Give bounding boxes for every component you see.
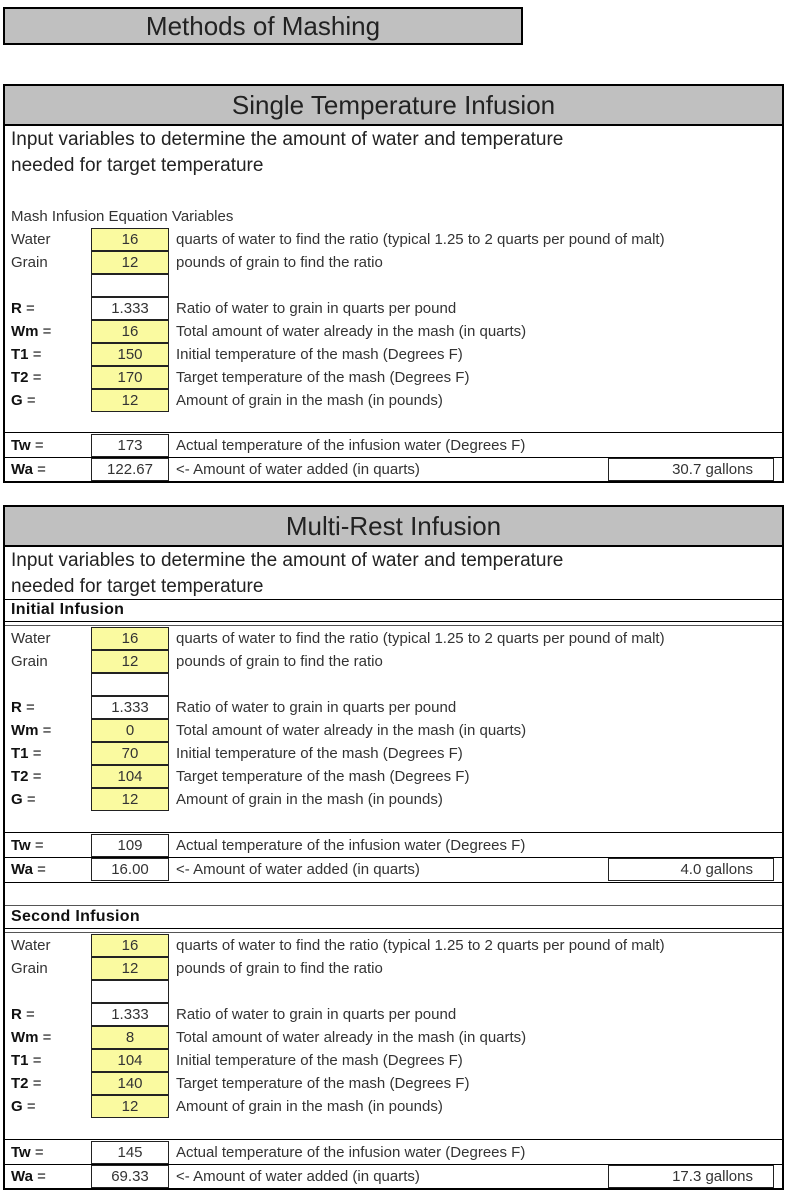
water-input[interactable]: 16 (91, 627, 169, 650)
water-description: quarts of water to find the ratio (typical 1.25 to 2 quarts per pound of malt) (176, 231, 665, 248)
t2-label-text: T2 (11, 369, 29, 386)
g-label: G = (11, 1098, 36, 1115)
t1-label-text: T1 (11, 745, 29, 762)
wa-label-text: Wa (11, 1168, 33, 1185)
t1-description: Initial temperature of the mash (Degrees F) (176, 1052, 463, 1069)
t2-description: Target temperature of the mash (Degrees F) (176, 369, 470, 386)
grain-description: pounds of grain to find the ratio (176, 653, 383, 670)
divider (5, 882, 782, 883)
t2-input[interactable]: 170 (91, 366, 169, 389)
multi-intro-line-1: Input variables to determine the amount of water and temperature (11, 550, 564, 571)
tw-label-text: Tw (11, 837, 31, 854)
r-label: R = (11, 300, 35, 317)
t2-input[interactable]: 104 (91, 765, 169, 788)
wa-gallons: 17.3 gallons (608, 1165, 774, 1188)
divider (5, 621, 782, 622)
water-label: Water (11, 937, 51, 954)
empty-cell[interactable] (91, 274, 169, 297)
grain-label: Grain (11, 653, 48, 670)
wm-label-text: Wm (11, 1029, 39, 1046)
page-title: Methods of Mashing (3, 7, 523, 45)
r-description: Ratio of water to grain in quarts per pound (176, 699, 457, 716)
wa-value: 16.00 (91, 858, 169, 881)
r-value: 1.333 (91, 696, 169, 719)
wa-label-text: Wa (11, 461, 33, 478)
second-infusion-heading: Second Infusion (11, 908, 140, 925)
wa-gallons: 30.7 gallons (608, 458, 774, 481)
wa-label: Wa = (11, 461, 46, 478)
wm-label: Wm = (11, 1029, 52, 1046)
wm-description: Total amount of water already in the mash (in quarts) (176, 1029, 527, 1046)
wa-value: 122.67 (91, 458, 169, 481)
t1-description: Initial temperature of the mash (Degrees F) (176, 745, 463, 762)
grain-input[interactable]: 12 (91, 957, 169, 980)
divider (5, 928, 782, 929)
single-infusion-section (3, 84, 784, 483)
initial-infusion-heading: Initial Infusion (11, 601, 125, 618)
wa-label: Wa = (11, 861, 46, 878)
g-description: Amount of grain in the mash (in pounds) (176, 1098, 443, 1115)
r-label-text: R (11, 1006, 22, 1023)
r-description: Ratio of water to grain in quarts per pound (176, 300, 457, 317)
t1-input[interactable]: 150 (91, 343, 169, 366)
g-input[interactable]: 12 (91, 389, 169, 412)
divider (5, 832, 782, 833)
g-label-text: G (11, 1098, 23, 1115)
g-description: Amount of grain in the mash (in pounds) (176, 392, 443, 409)
r-label-text: R (11, 300, 22, 317)
wa-gallons: 4.0 gallons (608, 858, 774, 881)
wa-description: <- Amount of water added (in quarts) (176, 1168, 420, 1185)
wa-description: <- Amount of water added (in quarts) (176, 461, 420, 478)
variables-heading: Mash Infusion Equation Variables (11, 208, 234, 225)
divider (5, 599, 782, 600)
grain-label: Grain (11, 254, 48, 271)
water-input[interactable]: 16 (91, 228, 169, 251)
tw-value: 145 (91, 1141, 169, 1164)
g-input[interactable]: 12 (91, 1095, 169, 1118)
wm-description: Total amount of water already in the mash (in quarts) (176, 722, 527, 739)
t1-label: T1 = (11, 1052, 42, 1069)
divider (5, 432, 782, 433)
grain-description: pounds of grain to find the ratio (176, 254, 383, 271)
divider (5, 932, 782, 933)
wm-label-text: Wm (11, 722, 39, 739)
wa-description: <- Amount of water added (in quarts) (176, 861, 420, 878)
t2-label: T2 = (11, 1075, 42, 1092)
tw-value: 173 (91, 434, 169, 457)
tw-description: Actual temperature of the infusion water (Degrees F) (176, 437, 526, 454)
multi-intro-line-2: needed for target temperature (11, 576, 264, 597)
water-description: quarts of water to find the ratio (typical 1.25 to 2 quarts per pound of malt) (176, 937, 665, 954)
empty-cell[interactable] (91, 673, 169, 696)
tw-label-text: Tw (11, 437, 31, 454)
single-infusion-header: Single Temperature Infusion (5, 86, 782, 126)
r-description: Ratio of water to grain in quarts per pound (176, 1006, 457, 1023)
t2-label-text: T2 (11, 1075, 29, 1092)
grain-description: pounds of grain to find the ratio (176, 960, 383, 977)
tw-label: Tw = (11, 1144, 44, 1161)
t2-label: T2 = (11, 768, 42, 785)
g-description: Amount of grain in the mash (in pounds) (176, 791, 443, 808)
tw-description: Actual temperature of the infusion water (Degrees F) (176, 1144, 526, 1161)
t2-description: Target temperature of the mash (Degrees F) (176, 1075, 470, 1092)
single-intro-line-1: Input variables to determine the amount of water and temperature (11, 129, 564, 150)
t1-input[interactable]: 104 (91, 1049, 169, 1072)
t1-label: T1 = (11, 346, 42, 363)
tw-label: Tw = (11, 437, 44, 454)
tw-description: Actual temperature of the infusion water (Degrees F) (176, 837, 526, 854)
g-label-text: G (11, 791, 23, 808)
tw-label: Tw = (11, 837, 44, 854)
t2-label: T2 = (11, 369, 42, 386)
grain-input[interactable]: 12 (91, 650, 169, 673)
water-label: Water (11, 231, 51, 248)
r-label-text: R (11, 699, 22, 716)
multi-rest-header: Multi-Rest Infusion (5, 507, 782, 547)
water-input[interactable]: 16 (91, 934, 169, 957)
wm-label: Wm = (11, 323, 52, 340)
wm-input[interactable]: 8 (91, 1026, 169, 1049)
t1-label: T1 = (11, 745, 42, 762)
r-value: 1.333 (91, 1003, 169, 1026)
g-label: G = (11, 791, 36, 808)
t1-input[interactable]: 70 (91, 742, 169, 765)
wm-label: Wm = (11, 722, 52, 739)
empty-cell[interactable] (91, 980, 169, 1003)
wm-input[interactable]: 16 (91, 320, 169, 343)
wa-label: Wa = (11, 1168, 46, 1185)
t1-label-text: T1 (11, 346, 29, 363)
t1-label-text: T1 (11, 1052, 29, 1069)
r-value: 1.333 (91, 297, 169, 320)
g-label-text: G (11, 392, 23, 409)
wa-value: 69.33 (91, 1165, 169, 1188)
divider (5, 905, 782, 906)
r-label: R = (11, 1006, 35, 1023)
tw-value: 109 (91, 834, 169, 857)
multi-rest-section (3, 505, 784, 1190)
wm-description: Total amount of water already in the mash (in quarts) (176, 323, 527, 340)
water-label: Water (11, 630, 51, 647)
wm-label-text: Wm (11, 323, 39, 340)
t2-input[interactable]: 140 (91, 1072, 169, 1095)
wm-input[interactable]: 0 (91, 719, 169, 742)
t2-description: Target temperature of the mash (Degrees F) (176, 768, 470, 785)
g-label: G = (11, 392, 36, 409)
divider (5, 625, 782, 626)
r-label: R = (11, 699, 35, 716)
tw-label-text: Tw (11, 1144, 31, 1161)
t1-description: Initial temperature of the mash (Degrees F) (176, 346, 463, 363)
divider (5, 1139, 782, 1140)
grain-input[interactable]: 12 (91, 251, 169, 274)
g-input[interactable]: 12 (91, 788, 169, 811)
wa-label-text: Wa (11, 861, 33, 878)
grain-label: Grain (11, 960, 48, 977)
t2-label-text: T2 (11, 768, 29, 785)
water-description: quarts of water to find the ratio (typical 1.25 to 2 quarts per pound of malt) (176, 630, 665, 647)
single-intro-line-2: needed for target temperature (11, 155, 264, 176)
